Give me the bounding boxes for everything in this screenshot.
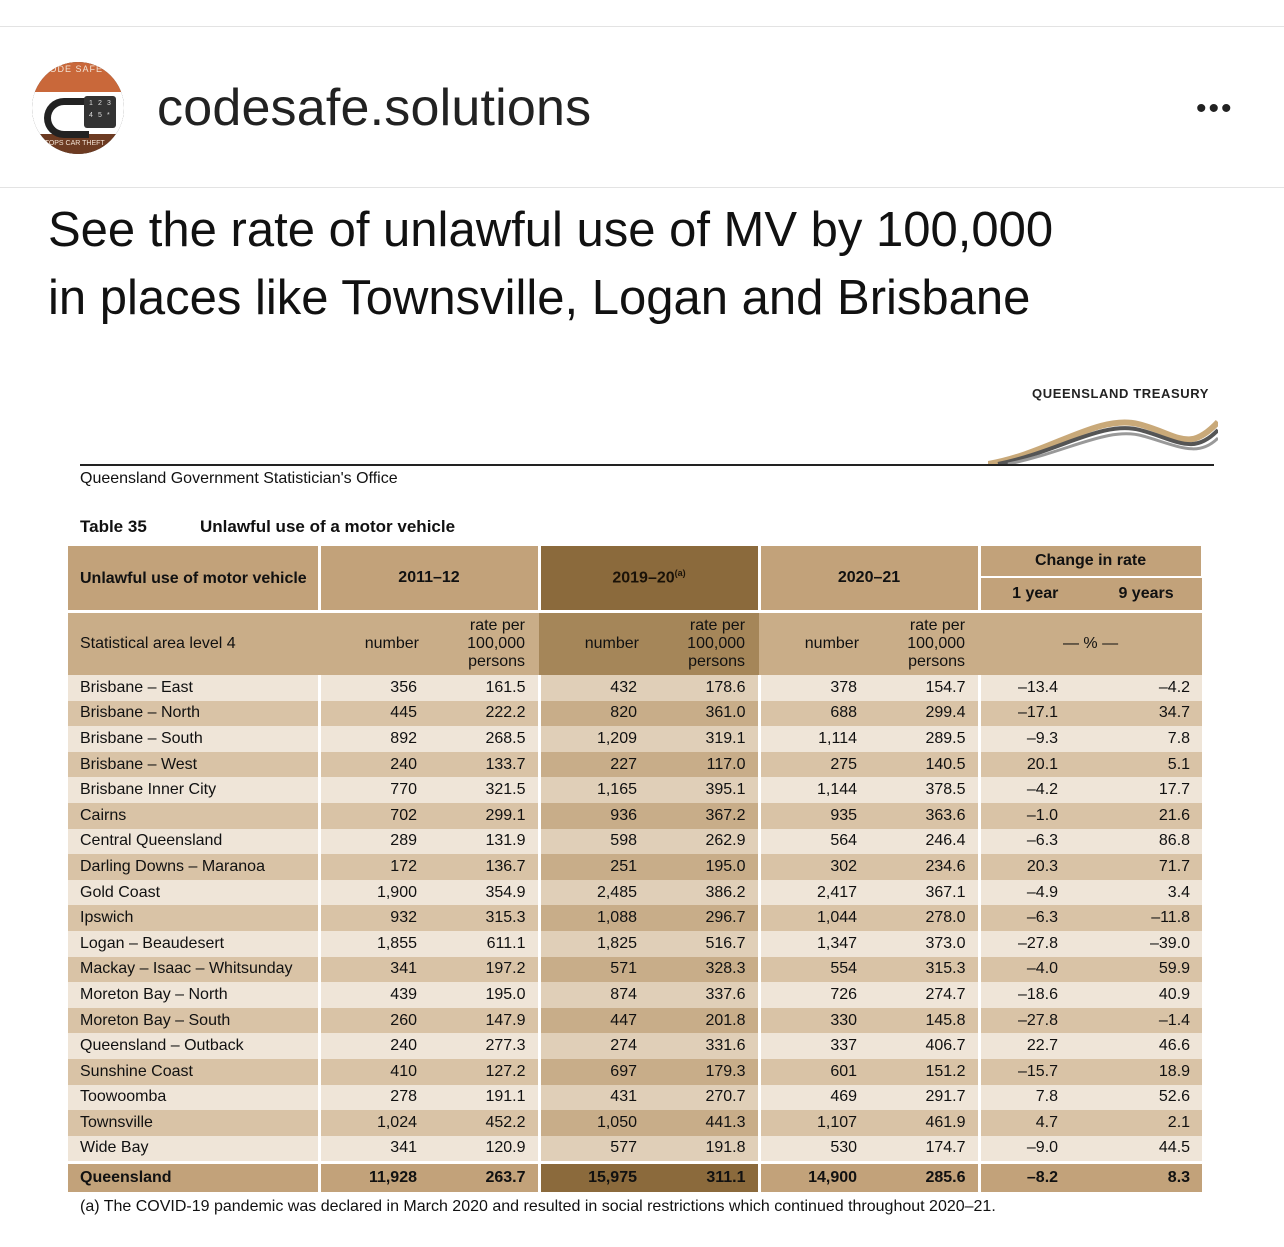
row-cell: 354.9 <box>429 880 539 906</box>
row-cell: 117.0 <box>649 752 759 778</box>
header-period-2020-21: 2020–21 <box>759 546 979 612</box>
row-cell: 147.9 <box>429 1008 539 1034</box>
row-cell: 337.6 <box>649 982 759 1008</box>
unit-number: number <box>759 612 869 676</box>
rate-line-2: 100,000 <box>467 635 525 652</box>
row-cell: 726 <box>759 982 869 1008</box>
row-cell: –17.1 <box>979 701 1090 727</box>
row-cell: –4.9 <box>979 880 1090 906</box>
row-cell: 386.2 <box>649 880 759 906</box>
header-rule <box>80 464 1214 466</box>
row-cell: 44.5 <box>1090 1136 1202 1163</box>
table-row <box>68 1008 1202 1034</box>
row-cell: 71.7 <box>1090 854 1202 880</box>
table-row <box>68 701 1202 727</box>
row-cell: 302 <box>759 854 869 880</box>
row-cell: 1,114 <box>759 726 869 752</box>
row-cell: –6.3 <box>979 905 1090 931</box>
row-cell: 341 <box>319 1136 429 1163</box>
row-area-name: Sunshine Coast <box>68 1059 319 1085</box>
row-cell: 432 <box>539 675 649 701</box>
header-9-years: 9 years <box>1090 577 1202 612</box>
row-area-name: Toowoomba <box>68 1085 319 1111</box>
row-cell: 395.1 <box>649 777 759 803</box>
row-cell: 195.0 <box>649 854 759 880</box>
row-cell: 330 <box>759 1008 869 1034</box>
row-cell: 179.3 <box>649 1059 759 1085</box>
avatar-logo-subtext: STOPS CAR THEFT <box>40 140 105 147</box>
row-cell: 22.7 <box>979 1033 1090 1059</box>
row-cell: 598 <box>539 829 649 855</box>
row-cell: 278.0 <box>869 905 979 931</box>
row-cell: 367.2 <box>649 803 759 829</box>
row-area-name: Cairns <box>68 803 319 829</box>
unit-rate <box>429 612 539 676</box>
row-cell: 127.2 <box>429 1059 539 1085</box>
row-area-name: Gold Coast <box>68 880 319 906</box>
row-cell: 197.2 <box>429 957 539 983</box>
row-cell: 227 <box>539 752 649 778</box>
table-row <box>68 1110 1202 1136</box>
table-row <box>68 752 1202 778</box>
row-cell: 140.5 <box>869 752 979 778</box>
row-cell: 18.9 <box>1090 1059 1202 1085</box>
total-cell: 311.1 <box>649 1163 759 1193</box>
row-cell: 564 <box>759 829 869 855</box>
post-caption <box>48 196 1248 332</box>
row-cell: 20.1 <box>979 752 1090 778</box>
row-cell: –13.4 <box>979 675 1090 701</box>
row-area-name: Ipswich <box>68 905 319 931</box>
rate-line-2: 100,000 <box>907 635 966 652</box>
row-cell: –6.3 <box>979 829 1090 855</box>
row-cell: 445 <box>319 701 429 727</box>
row-cell: 469 <box>759 1085 869 1111</box>
row-cell: 770 <box>319 777 429 803</box>
row-cell: –39.0 <box>1090 931 1202 957</box>
row-cell: 378 <box>759 675 869 701</box>
row-cell: 932 <box>319 905 429 931</box>
account-name[interactable]: codesafe.solutions <box>157 79 592 137</box>
row-cell: –18.6 <box>979 982 1090 1008</box>
row-cell: 530 <box>759 1136 869 1163</box>
row-cell: 40.9 <box>1090 982 1202 1008</box>
brand-name: QUEENSLAND TREASURY <box>1032 386 1210 401</box>
row-cell: 178.6 <box>649 675 759 701</box>
row-cell: 935 <box>759 803 869 829</box>
row-cell: 277.3 <box>429 1033 539 1059</box>
row-cell: 191.8 <box>649 1136 759 1163</box>
row-cell: 270.7 <box>649 1085 759 1111</box>
row-cell: 356 <box>319 675 429 701</box>
row-cell: 133.7 <box>429 752 539 778</box>
row-cell: 274 <box>539 1033 649 1059</box>
row-cell: 554 <box>759 957 869 983</box>
period-2019-20-text: 2019–20 <box>612 569 675 587</box>
unit-percent: — % — <box>979 612 1202 676</box>
row-cell: 17.7 <box>1090 777 1202 803</box>
table-row <box>68 1136 1202 1163</box>
row-cell: 291.7 <box>869 1085 979 1111</box>
avatar-logo-text: CODE SAFE <box>42 64 104 74</box>
row-cell: 331.6 <box>649 1033 759 1059</box>
row-cell: –15.7 <box>979 1059 1090 1085</box>
row-cell: 154.7 <box>869 675 979 701</box>
total-cell: 285.6 <box>869 1163 979 1193</box>
row-cell: 86.8 <box>1090 829 1202 855</box>
header-category: Unlawful use of motor vehicle <box>68 546 319 612</box>
row-cell: 299.4 <box>869 701 979 727</box>
row-cell: 577 <box>539 1136 649 1163</box>
rate-line-3: persons <box>468 653 525 670</box>
row-cell: 321.5 <box>429 777 539 803</box>
ribbon-logo-icon <box>988 394 1218 466</box>
rate-line-3: persons <box>688 653 746 670</box>
row-cell: 296.7 <box>649 905 759 931</box>
row-cell: 174.7 <box>869 1136 979 1163</box>
row-cell: 431 <box>539 1085 649 1111</box>
row-cell: 936 <box>539 803 649 829</box>
total-cell: 263.7 <box>429 1163 539 1193</box>
row-area-name: Townsville <box>68 1110 319 1136</box>
row-cell: 1,209 <box>539 726 649 752</box>
row-cell: 4.7 <box>979 1110 1090 1136</box>
row-cell: 260 <box>319 1008 429 1034</box>
footnote-marker: (a) <box>674 568 686 579</box>
row-cell: 251 <box>539 854 649 880</box>
row-cell: 410 <box>319 1059 429 1085</box>
row-cell: 892 <box>319 726 429 752</box>
row-cell: 145.8 <box>869 1008 979 1034</box>
row-area-name: Brisbane Inner City <box>68 777 319 803</box>
table-total-row <box>68 1163 1202 1193</box>
row-cell: 21.6 <box>1090 803 1202 829</box>
rate-line-3: persons <box>908 653 966 670</box>
unit-rate <box>649 612 759 676</box>
rate-line-1: rate per <box>469 617 525 634</box>
row-cell: 278 <box>319 1085 429 1111</box>
row-cell: 131.9 <box>429 829 539 855</box>
row-area-name: Logan – Beaudesert <box>68 931 319 957</box>
row-area-name: Moreton Bay – North <box>68 982 319 1008</box>
table-row <box>68 931 1202 957</box>
row-cell: 702 <box>319 803 429 829</box>
row-cell: 1,855 <box>319 931 429 957</box>
table-row <box>68 957 1202 983</box>
row-cell: 34.7 <box>1090 701 1202 727</box>
row-area-name: Mackay – Isaac – Whitsunday <box>68 957 319 983</box>
row-cell: 234.6 <box>869 854 979 880</box>
unit-number: number <box>319 612 429 676</box>
row-cell: 1,024 <box>319 1110 429 1136</box>
row-cell: 2,417 <box>759 880 869 906</box>
rate-line-1: rate per <box>689 617 746 634</box>
row-cell: 2.1 <box>1090 1110 1202 1136</box>
row-cell: 820 <box>539 701 649 727</box>
row-cell: 439 <box>319 982 429 1008</box>
row-cell: 275 <box>759 752 869 778</box>
row-cell: 1,347 <box>759 931 869 957</box>
total-cell: 15,975 <box>539 1163 649 1193</box>
row-cell: 461.9 <box>869 1110 979 1136</box>
table-row <box>68 1033 1202 1059</box>
table-row <box>68 829 1202 855</box>
more-options-icon[interactable]: ••• <box>1196 92 1234 125</box>
row-cell: 1,050 <box>539 1110 649 1136</box>
row-cell: 246.4 <box>869 829 979 855</box>
caption-line-1: See the rate of unlawful use of MV by 100,000 <box>48 203 1054 257</box>
row-cell: 46.6 <box>1090 1033 1202 1059</box>
header-period-2011-12: 2011–12 <box>319 546 539 612</box>
row-cell: 378.5 <box>869 777 979 803</box>
row-cell: –1.4 <box>1090 1008 1202 1034</box>
row-area-name: Darling Downs – Maranoa <box>68 854 319 880</box>
row-area-name: Moreton Bay – South <box>68 1008 319 1034</box>
table-row <box>68 982 1202 1008</box>
row-cell: 571 <box>539 957 649 983</box>
table-row <box>68 803 1202 829</box>
table-row <box>68 880 1202 906</box>
row-cell: 341 <box>319 957 429 983</box>
table-row <box>68 777 1202 803</box>
row-cell: 1,107 <box>759 1110 869 1136</box>
table-label: Table 35 <box>80 517 147 536</box>
row-cell: 240 <box>319 752 429 778</box>
row-cell: 274.7 <box>869 982 979 1008</box>
row-cell: 240 <box>319 1033 429 1059</box>
row-cell: 5.1 <box>1090 752 1202 778</box>
row-cell: 20.3 <box>979 854 1090 880</box>
row-cell: 697 <box>539 1059 649 1085</box>
table-row <box>68 675 1202 701</box>
row-cell: 688 <box>759 701 869 727</box>
steering-lock-icon <box>44 98 89 138</box>
row-cell: –4.2 <box>979 777 1090 803</box>
header-row-units <box>68 612 1202 676</box>
table-row <box>68 1059 1202 1085</box>
rate-line-2: 100,000 <box>687 635 746 652</box>
row-area-name: Brisbane – South <box>68 726 319 752</box>
row-cell: 516.7 <box>649 931 759 957</box>
unit-number: number <box>539 612 649 676</box>
row-cell: –9.3 <box>979 726 1090 752</box>
row-cell: 315.3 <box>869 957 979 983</box>
row-cell: 1,044 <box>759 905 869 931</box>
total-cell: –8.2 <box>979 1163 1090 1193</box>
unit-rate <box>869 612 979 676</box>
header-sa4: Statistical area level 4 <box>68 612 319 676</box>
row-cell: 7.8 <box>1090 726 1202 752</box>
row-cell: 195.0 <box>429 982 539 1008</box>
row-cell: 2,485 <box>539 880 649 906</box>
row-cell: 172 <box>319 854 429 880</box>
row-cell: 1,088 <box>539 905 649 931</box>
row-cell: –4.0 <box>979 957 1090 983</box>
keypad-icon: 1 2 3 4 5 * <box>84 96 116 128</box>
row-cell: –27.8 <box>979 931 1090 957</box>
row-area-name: Brisbane – North <box>68 701 319 727</box>
row-cell: 289 <box>319 829 429 855</box>
table-title: Unlawful use of a motor vehicle <box>200 517 456 536</box>
row-cell: 268.5 <box>429 726 539 752</box>
row-cell: 289.5 <box>869 726 979 752</box>
row-cell: 120.9 <box>429 1136 539 1163</box>
table-row <box>68 905 1202 931</box>
header-change-in-rate: Change in rate <box>979 546 1202 577</box>
table-row <box>68 1085 1202 1111</box>
row-area-name: Brisbane – West <box>68 752 319 778</box>
row-area-name: Wide Bay <box>68 1136 319 1163</box>
row-cell: 191.1 <box>429 1085 539 1111</box>
row-cell: 151.2 <box>869 1059 979 1085</box>
row-cell: 367.1 <box>869 880 979 906</box>
row-cell: 201.8 <box>649 1008 759 1034</box>
avatar[interactable] <box>32 62 124 154</box>
row-cell: 874 <box>539 982 649 1008</box>
total-cell: 8.3 <box>1090 1163 1202 1193</box>
header-row-periods <box>68 546 1202 577</box>
row-cell: 1,900 <box>319 880 429 906</box>
office-name: Queensland Government Statistician's Office <box>80 470 398 487</box>
row-cell: 447 <box>539 1008 649 1034</box>
row-cell: 1,825 <box>539 931 649 957</box>
row-cell: 136.7 <box>429 854 539 880</box>
row-cell: –4.2 <box>1090 675 1202 701</box>
row-cell: 373.0 <box>869 931 979 957</box>
row-cell: 328.3 <box>649 957 759 983</box>
row-cell: 52.6 <box>1090 1085 1202 1111</box>
row-cell: 406.7 <box>869 1033 979 1059</box>
row-area-name: Queensland – Outback <box>68 1033 319 1059</box>
footnote: (a) The COVID-19 pandemic was declared in March 2020 and resulted in social restrictions which continued throughout 2020–21. <box>80 1198 996 1215</box>
row-area-name: Central Queensland <box>68 829 319 855</box>
table-row <box>68 726 1202 752</box>
row-cell: 7.8 <box>979 1085 1090 1111</box>
row-cell: –9.0 <box>979 1136 1090 1163</box>
rate-line-1: rate per <box>909 617 966 634</box>
caption-line-2: in places like Townsville, Logan and Brisbane <box>48 271 1031 325</box>
row-cell: 363.6 <box>869 803 979 829</box>
table-row <box>68 854 1202 880</box>
total-cell: 14,900 <box>759 1163 869 1193</box>
total-cell: 11,928 <box>319 1163 429 1193</box>
row-cell: 1,165 <box>539 777 649 803</box>
row-cell: –27.8 <box>979 1008 1090 1034</box>
row-cell: 222.2 <box>429 701 539 727</box>
row-cell: 611.1 <box>429 931 539 957</box>
row-cell: 361.0 <box>649 701 759 727</box>
row-cell: 601 <box>759 1059 869 1085</box>
row-cell: 315.3 <box>429 905 539 931</box>
header-1-year: 1 year <box>979 577 1090 612</box>
row-cell: –11.8 <box>1090 905 1202 931</box>
row-cell: 337 <box>759 1033 869 1059</box>
header-period-2019-20 <box>539 546 759 612</box>
table-body <box>68 675 1202 1163</box>
row-cell: 59.9 <box>1090 957 1202 983</box>
row-cell: 3.4 <box>1090 880 1202 906</box>
row-cell: 1,144 <box>759 777 869 803</box>
total-name: Queensland <box>68 1163 319 1193</box>
row-cell: 452.2 <box>429 1110 539 1136</box>
row-cell: 441.3 <box>649 1110 759 1136</box>
row-cell: 319.1 <box>649 726 759 752</box>
row-cell: 161.5 <box>429 675 539 701</box>
row-cell: 299.1 <box>429 803 539 829</box>
row-cell: –1.0 <box>979 803 1090 829</box>
data-table <box>68 546 1204 1192</box>
row-area-name: Brisbane – East <box>68 675 319 701</box>
row-cell: 262.9 <box>649 829 759 855</box>
